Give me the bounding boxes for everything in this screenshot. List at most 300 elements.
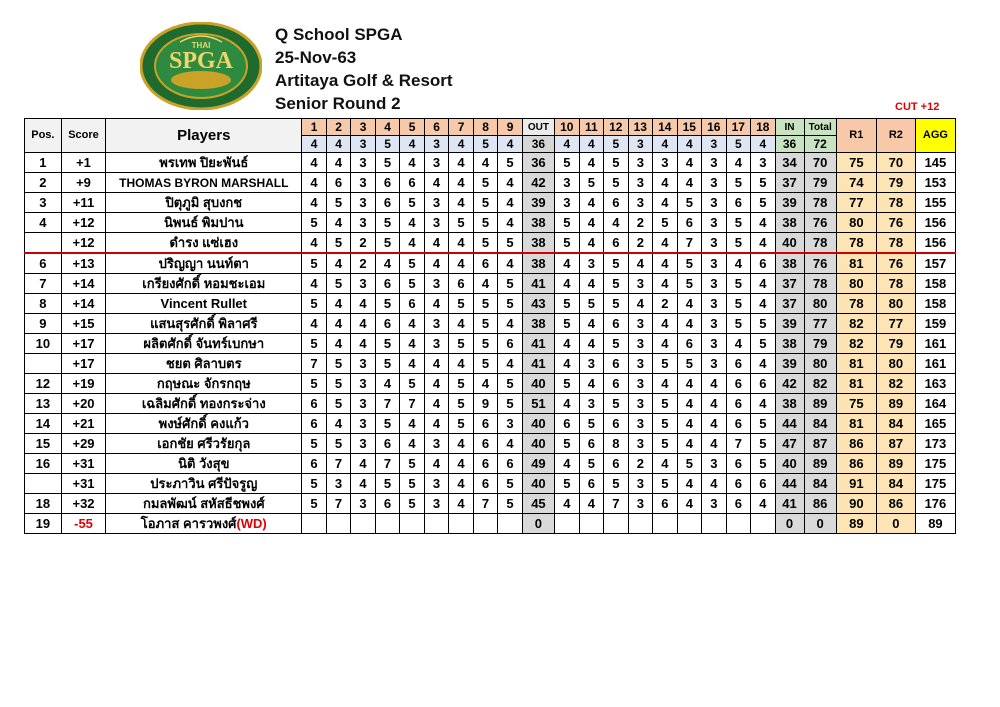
hole-score: 4 [326, 213, 351, 233]
hole-score: 7 [375, 454, 400, 474]
agg-score: 158 [915, 274, 955, 294]
hole-score: 5 [498, 494, 523, 514]
r1-score: 81 [836, 354, 876, 374]
hole-score: 5 [302, 474, 327, 494]
agg-score: 175 [915, 474, 955, 494]
hole-score: 3 [424, 474, 449, 494]
player-row [25, 253, 956, 274]
hole-score: 4 [351, 474, 376, 494]
hole-score: 4 [726, 253, 751, 274]
hole-score [677, 514, 702, 534]
in-score: 37 [775, 173, 804, 193]
hole-score: 4 [579, 193, 604, 213]
hole-score: 2 [628, 454, 653, 474]
r2-score: 76 [876, 253, 915, 274]
hole-score: 4 [498, 213, 523, 233]
hole-score: 5 [751, 314, 776, 334]
hole-score: 4 [498, 253, 523, 274]
player-name [106, 294, 302, 314]
hole-score: 3 [628, 474, 653, 494]
hole-score: 4 [449, 233, 474, 254]
hole-score [302, 514, 327, 534]
hole-score: 4 [449, 494, 474, 514]
agg-score: 164 [915, 394, 955, 414]
hole-score: 3 [628, 314, 653, 334]
hole-score: 5 [473, 173, 498, 193]
hole-score: 4 [653, 314, 678, 334]
player-position: 10 [25, 334, 62, 354]
hole-score: 2 [628, 213, 653, 233]
hole-score: 4 [498, 434, 523, 454]
hole-score: 3 [351, 494, 376, 514]
out-score: 38 [522, 233, 554, 254]
agg-score: 89 [915, 514, 955, 534]
hole-score: 4 [751, 233, 776, 254]
hole-score: 3 [424, 274, 449, 294]
hole-score: 6 [400, 294, 425, 314]
hole-score: 6 [677, 213, 702, 233]
hole-score: 3 [326, 474, 351, 494]
total-score: 76 [804, 253, 836, 274]
hole-score: 3 [628, 394, 653, 414]
hole-score: 5 [653, 354, 678, 374]
total-score: 82 [804, 374, 836, 394]
hole-par: 3 [628, 136, 653, 153]
hole-score: 4 [726, 334, 751, 354]
player-row [25, 474, 956, 494]
out-score: 36 [522, 153, 554, 173]
hole-score: 5 [579, 294, 604, 314]
hole-score: 5 [498, 153, 523, 173]
hole-score: 4 [653, 374, 678, 394]
pos-header: Pos. [25, 119, 62, 153]
player-score: +32 [61, 494, 106, 514]
r2-score: 79 [876, 334, 915, 354]
hole-score: 5 [326, 274, 351, 294]
hole-score: 5 [449, 294, 474, 314]
hole-score: 4 [555, 354, 580, 374]
hole-score: 3 [555, 193, 580, 213]
r2-score: 80 [876, 354, 915, 374]
hole-score: 4 [628, 253, 653, 274]
player-position: 13 [25, 394, 62, 414]
agg-score: 173 [915, 434, 955, 454]
agg-score: 153 [915, 173, 955, 193]
r2-score: 78 [876, 233, 915, 254]
hole-score: 5 [604, 173, 629, 193]
hole-score: 6 [604, 454, 629, 474]
in-score: 34 [775, 153, 804, 173]
hole-score: 4 [302, 153, 327, 173]
player-score: +31 [61, 474, 106, 494]
hole-score: 4 [449, 173, 474, 193]
hole-score: 3 [702, 294, 727, 314]
player-name [106, 434, 302, 454]
player-name [106, 213, 302, 233]
hole-score: 6 [604, 314, 629, 334]
hole-score: 6 [604, 414, 629, 434]
hole-score: 4 [449, 193, 474, 213]
hole-score: 4 [498, 193, 523, 213]
hole-score: 4 [302, 193, 327, 213]
hole-score: 5 [604, 474, 629, 494]
hole-score: 4 [751, 294, 776, 314]
hole-score: 5 [653, 474, 678, 494]
player-name [106, 274, 302, 294]
hole-score: 4 [498, 314, 523, 334]
hole-score: 3 [351, 173, 376, 193]
player-position: 6 [25, 253, 62, 274]
hole-score: 6 [726, 193, 751, 213]
hole-par: 5 [375, 136, 400, 153]
hole-score [449, 514, 474, 534]
in-score: 40 [775, 233, 804, 254]
hole-score: 7 [604, 494, 629, 514]
hole-score: 4 [653, 334, 678, 354]
hole-score: 3 [628, 173, 653, 193]
hole-score: 4 [302, 173, 327, 193]
hole-score: 6 [375, 274, 400, 294]
spga-logo [140, 22, 262, 110]
hole-score: 4 [424, 253, 449, 274]
hole-score: 3 [579, 354, 604, 374]
hole-score: 6 [751, 253, 776, 274]
r1-score: 91 [836, 474, 876, 494]
agg-score: 159 [915, 314, 955, 334]
hole-score: 7 [677, 233, 702, 254]
r1-score: 89 [836, 514, 876, 534]
hole-score: 5 [555, 374, 580, 394]
hole-score: 5 [400, 274, 425, 294]
hole-score: 4 [424, 454, 449, 474]
hole-score: 5 [653, 414, 678, 434]
hole-score: 3 [702, 334, 727, 354]
r2-score: 77 [876, 314, 915, 334]
player-name [106, 474, 302, 494]
player-name [106, 514, 302, 534]
logo-top-text: THAI [191, 41, 211, 50]
hole-score: 4 [302, 233, 327, 254]
r2-score: 0 [876, 514, 915, 534]
hole-score: 3 [628, 494, 653, 514]
total-score: 89 [804, 454, 836, 474]
hole-score: 5 [375, 153, 400, 173]
player-name-text: ปริญญา นนท์ตา [158, 255, 249, 271]
hole-score [579, 514, 604, 534]
player-name-text: แสนสุรศักดิ์ พิลาศรี [150, 315, 258, 331]
total-score: 84 [804, 414, 836, 434]
title-line-3: Artitaya Golf & Resort [275, 71, 453, 90]
total-score: 80 [804, 354, 836, 374]
hole-score: 4 [726, 153, 751, 173]
r2-score: 82 [876, 374, 915, 394]
hole-score: 2 [653, 294, 678, 314]
hole-score: 5 [400, 494, 425, 514]
hole-score: 4 [424, 374, 449, 394]
out-score: 40 [522, 374, 554, 394]
hole-score: 4 [498, 354, 523, 374]
hole-par: 4 [498, 136, 523, 153]
player-name [106, 334, 302, 354]
hole-score: 6 [604, 354, 629, 374]
hole-score: 5 [653, 394, 678, 414]
in-score: 38 [775, 213, 804, 233]
player-score: +19 [61, 374, 106, 394]
r2-score: 84 [876, 474, 915, 494]
hole-score: 4 [473, 274, 498, 294]
hole-score: 3 [628, 434, 653, 454]
hole-number: 14 [653, 119, 678, 136]
hole-score: 4 [400, 334, 425, 354]
hole-score: 5 [498, 374, 523, 394]
hole-score: 5 [579, 173, 604, 193]
hole-par: 4 [579, 136, 604, 153]
player-name [106, 354, 302, 374]
out-score: 38 [522, 314, 554, 334]
player-score: +31 [61, 454, 106, 474]
player-position: 18 [25, 494, 62, 514]
hole-score: 4 [677, 414, 702, 434]
out-score: 40 [522, 434, 554, 454]
hole-par: 4 [449, 136, 474, 153]
hole-number: 6 [424, 119, 449, 136]
in-score: 41 [775, 494, 804, 514]
hole-score: 6 [579, 474, 604, 494]
hole-score: 4 [702, 414, 727, 434]
player-row [25, 394, 956, 414]
hole-score: 5 [604, 253, 629, 274]
hole-score: 5 [604, 153, 629, 173]
hole-score [498, 514, 523, 534]
out-score: 45 [522, 494, 554, 514]
r1-score: 80 [836, 213, 876, 233]
r1-score: 75 [836, 153, 876, 173]
hole-score: 3 [702, 153, 727, 173]
hole-score: 6 [579, 434, 604, 454]
hole-par: 4 [677, 136, 702, 153]
agg-score: 145 [915, 153, 955, 173]
hole-score: 4 [653, 233, 678, 254]
hole-number: 1 [302, 119, 327, 136]
hole-score: 4 [400, 434, 425, 454]
hole-score: 3 [702, 494, 727, 514]
total-score: 78 [804, 274, 836, 294]
hole-score: 6 [726, 374, 751, 394]
hole-score: 6 [653, 494, 678, 514]
hole-score: 4 [702, 374, 727, 394]
hole-score: 4 [677, 374, 702, 394]
player-score: +20 [61, 394, 106, 414]
hole-score: 4 [677, 314, 702, 334]
player-name-text: นิติ วังสุข [178, 455, 230, 471]
agg-score: 156 [915, 233, 955, 254]
agg-score: 163 [915, 374, 955, 394]
r1-score: 81 [836, 253, 876, 274]
hole-score: 3 [498, 414, 523, 434]
total-score: 79 [804, 334, 836, 354]
player-position: 9 [25, 314, 62, 334]
hole-score: 5 [498, 294, 523, 314]
player-row [25, 294, 956, 314]
title-line-2: 25-Nov-63 [275, 48, 357, 67]
hole-score: 5 [579, 414, 604, 434]
hole-score: 4 [677, 434, 702, 454]
hole-score: 4 [628, 294, 653, 314]
hole-score: 4 [579, 213, 604, 233]
r1-score: 74 [836, 173, 876, 193]
hole-score: 3 [424, 494, 449, 514]
player-name-text: พรเทพ ปิยะพันธ์ [159, 154, 249, 170]
out-score: 43 [522, 294, 554, 314]
out-score: 40 [522, 414, 554, 434]
hole-score: 3 [628, 153, 653, 173]
hole-score: 6 [473, 414, 498, 434]
hole-score: 5 [726, 213, 751, 233]
r2-score: 89 [876, 394, 915, 414]
hole-score: 5 [449, 334, 474, 354]
player-name [106, 494, 302, 514]
hole-score: 5 [555, 153, 580, 173]
hole-number: 5 [400, 119, 425, 136]
r1-score: 75 [836, 394, 876, 414]
player-row [25, 414, 956, 434]
hole-score: 5 [400, 253, 425, 274]
hole-score: 4 [579, 233, 604, 254]
in-par: 36 [775, 136, 804, 153]
out-score: 41 [522, 274, 554, 294]
total-score: 78 [804, 233, 836, 254]
hole-score: 5 [375, 233, 400, 254]
hole-score: 4 [751, 494, 776, 514]
agg-score: 156 [915, 213, 955, 233]
hole-score: 6 [726, 474, 751, 494]
agg-score: 158 [915, 294, 955, 314]
hole-score: 5 [751, 454, 776, 474]
hole-score: 5 [604, 334, 629, 354]
player-name-text: นิพนธ์ พิมปาน [164, 214, 244, 230]
hole-score [351, 514, 376, 534]
player-row [25, 274, 956, 294]
hole-score: 5 [326, 354, 351, 374]
hole-score: 4 [579, 334, 604, 354]
total-score: 0 [804, 514, 836, 534]
r2-score: 76 [876, 213, 915, 233]
agg-score: 157 [915, 253, 955, 274]
hole-score: 4 [579, 314, 604, 334]
out-par: 36 [522, 136, 554, 153]
hole-score [628, 514, 653, 534]
hole-score: 4 [400, 354, 425, 374]
hole-score: 5 [604, 294, 629, 314]
hole-score: 7 [326, 454, 351, 474]
out-score: 0 [522, 514, 554, 534]
player-row [25, 454, 956, 474]
total-score: 89 [804, 394, 836, 414]
hole-number: 10 [555, 119, 580, 136]
player-score: +21 [61, 414, 106, 434]
r1-score: 77 [836, 193, 876, 213]
hole-score: 3 [702, 314, 727, 334]
total-score: 86 [804, 494, 836, 514]
hole-score: 3 [628, 354, 653, 374]
out-score: 51 [522, 394, 554, 414]
hole-score: 4 [424, 233, 449, 254]
player-score: +12 [61, 233, 106, 254]
player-row [25, 334, 956, 354]
hole-score: 4 [579, 153, 604, 173]
hole-score: 6 [473, 474, 498, 494]
hole-number: 13 [628, 119, 653, 136]
hole-score: 4 [653, 173, 678, 193]
player-name-text: ปิตุภูมิ สุบงกช [165, 194, 243, 210]
hole-score: 3 [628, 334, 653, 354]
player-name [106, 253, 302, 274]
hole-score: 4 [400, 153, 425, 173]
agg-score: 165 [915, 414, 955, 434]
in-score: 47 [775, 434, 804, 454]
hole-score: 5 [555, 294, 580, 314]
hole-score: 4 [449, 354, 474, 374]
hole-score: 5 [751, 414, 776, 434]
hole-score: 7 [473, 494, 498, 514]
hole-score: 5 [326, 434, 351, 454]
hole-score: 5 [375, 213, 400, 233]
total-header: Total [804, 119, 836, 136]
hole-par: 4 [555, 136, 580, 153]
hole-score: 4 [498, 173, 523, 193]
total-score: 87 [804, 434, 836, 454]
r1-score: 82 [836, 314, 876, 334]
player-row [25, 173, 956, 193]
hole-score: 5 [653, 213, 678, 233]
r2-score: 78 [876, 193, 915, 213]
hole-number: 4 [375, 119, 400, 136]
hole-score: 5 [326, 233, 351, 254]
player-name [106, 153, 302, 173]
player-row [25, 434, 956, 454]
hole-score: 5 [473, 294, 498, 314]
hole-score: 4 [449, 314, 474, 334]
player-name-text: THOMAS BYRON MARSHALL [119, 175, 289, 190]
hole-score: 6 [375, 314, 400, 334]
player-row [25, 374, 956, 394]
hole-score: 6 [604, 233, 629, 254]
hole-score: 7 [326, 494, 351, 514]
hole-score: 5 [302, 434, 327, 454]
r1-score: 90 [836, 494, 876, 514]
r1-score: 81 [836, 374, 876, 394]
player-name [106, 233, 302, 254]
player-name-text: ผลิตศักดิ์ จันทร์เบกษา [143, 335, 265, 351]
hole-score: 4 [579, 494, 604, 514]
total-score: 78 [804, 193, 836, 213]
title-line-1: Q School SPGA [275, 25, 403, 44]
hole-par: 5 [604, 136, 629, 153]
hole-score: 4 [449, 474, 474, 494]
hole-score: 4 [326, 414, 351, 434]
hole-score: 5 [473, 233, 498, 254]
player-row [25, 314, 956, 334]
player-score: +17 [61, 334, 106, 354]
r1-score: 82 [836, 334, 876, 354]
hole-score: 5 [375, 354, 400, 374]
hole-score: 4 [449, 454, 474, 474]
total-score: 84 [804, 474, 836, 494]
hole-number: 7 [449, 119, 474, 136]
total-score: 80 [804, 294, 836, 314]
player-position: 2 [25, 173, 62, 193]
hole-number: 15 [677, 119, 702, 136]
